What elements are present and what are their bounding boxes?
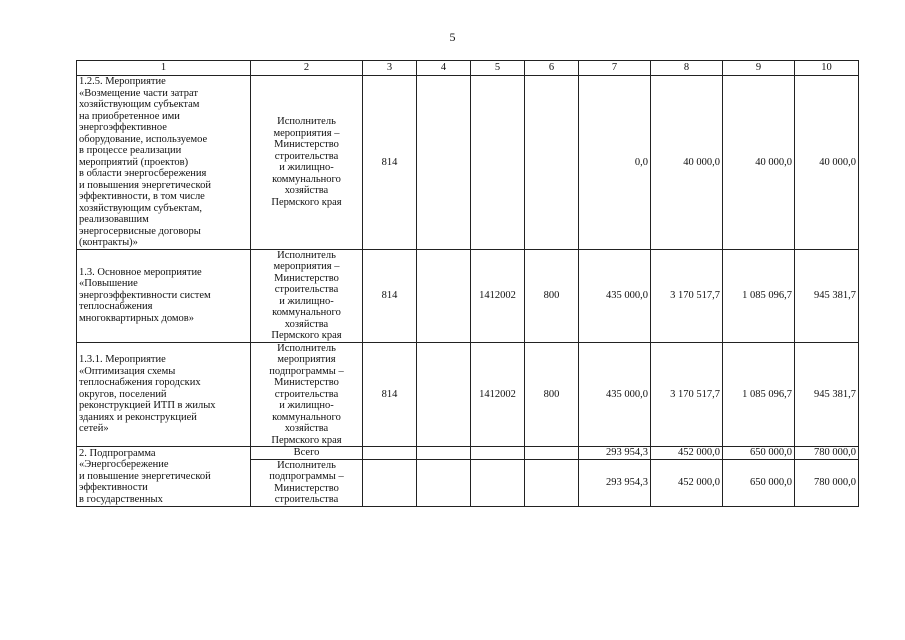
table-header: [77, 61, 859, 76]
executor-cell: Исполнитель мероприятия подпрограммы – Министерство строительства и жилищно- коммунального хозяйства Пермского края: [251, 342, 363, 447]
activity-name: 1.3. Основное мероприятие «Повышение энергоэффективности систем теплоснабжения многоквартирных домов»: [77, 249, 251, 342]
amount-cell: 945 381,7: [795, 249, 859, 342]
expense-type-cell: [525, 76, 579, 250]
target-code-cell: [471, 76, 525, 250]
table-row: [77, 342, 859, 447]
empty-cell: [471, 447, 525, 460]
table-row: [77, 249, 859, 342]
activity-name: 1.3.1. Мероприятие «Оптимизация схемы теплоснабжения городских округов, поселений реконструкцией ИТП в жилых зданиях и реконструкцией сетей»: [77, 342, 251, 447]
amount-cell: 435 000,0: [579, 249, 651, 342]
amount-cell: 0,0: [579, 76, 651, 250]
executor-cell: Исполнитель мероприятия – Министерство строительства и жилищно- коммунального хозяйства Пермского края: [251, 249, 363, 342]
header-row: [77, 61, 859, 76]
amount-cell: 435 000,0: [579, 342, 651, 447]
admin-code-cell: 814: [363, 249, 417, 342]
amount-cell: 780 000,0: [795, 459, 859, 506]
empty-cell: [363, 459, 417, 506]
admin-code-cell: 814: [363, 342, 417, 447]
target-code-cell: 1412002: [471, 249, 525, 342]
amount-cell: 40 000,0: [795, 76, 859, 250]
table-row-total: [77, 447, 859, 460]
amount-cell: 3 170 517,7: [651, 342, 723, 447]
column-header: 1: [77, 61, 251, 76]
expense-type-cell: 800: [525, 249, 579, 342]
section-code-cell: [417, 342, 471, 447]
amount-cell: 452 000,0: [651, 447, 723, 460]
activity-name: 1.2.5. Мероприятие «Возмещение части затрат хозяйствующим субъектам на приобретенное ими энергоэффективное оборудование, используемое в процессе реализации мероприятий (проектов) в области энергосбережения и повышения энергетической эффективности, в том числе хозяйствующим субъектам, реализовавшим энергосервисные договоры (контракты)»: [77, 76, 251, 250]
subprogram-name: 2. Подпрограмма «Энергосбережение и повышение энергетической эффективности в государственных: [77, 447, 251, 507]
amount-cell: 1 085 096,7: [723, 249, 795, 342]
empty-cell: [525, 447, 579, 460]
amount-cell: 650 000,0: [723, 447, 795, 460]
amount-cell: 40 000,0: [723, 76, 795, 250]
amount-cell: 3 170 517,7: [651, 249, 723, 342]
target-code-cell: 1412002: [471, 342, 525, 447]
column-header: 5: [471, 61, 525, 76]
column-header: 6: [525, 61, 579, 76]
empty-cell: [525, 459, 579, 506]
amount-cell: 1 085 096,7: [723, 342, 795, 447]
amount-cell: 945 381,7: [795, 342, 859, 447]
executor-cell: Исполнитель подпрограммы – Министерство строительства: [251, 459, 363, 506]
amount-cell: 780 000,0: [795, 447, 859, 460]
column-header: 4: [417, 61, 471, 76]
admin-code-cell: 814: [363, 76, 417, 250]
column-header: 3: [363, 61, 417, 76]
column-header: 2: [251, 61, 363, 76]
amount-cell: 293 954,3: [579, 447, 651, 460]
amount-cell: 40 000,0: [651, 76, 723, 250]
column-header: 10: [795, 61, 859, 76]
page-number: 5: [449, 30, 456, 44]
amount-cell: 293 954,3: [579, 459, 651, 506]
amount-cell: 650 000,0: [723, 459, 795, 506]
section-code-cell: [417, 76, 471, 250]
expense-type-cell: 800: [525, 342, 579, 447]
table-row: [77, 76, 859, 250]
empty-cell: [363, 447, 417, 460]
column-header: 8: [651, 61, 723, 76]
column-header: 7: [579, 61, 651, 76]
empty-cell: [471, 459, 525, 506]
amount-cell: 452 000,0: [651, 459, 723, 506]
executor-cell: Исполнитель мероприятия – Министерство строительства и жилищно- коммунального хозяйства Пермского края: [251, 76, 363, 250]
empty-cell: [417, 459, 471, 506]
section-code-cell: [417, 249, 471, 342]
total-label: Всего: [251, 447, 363, 460]
empty-cell: [417, 447, 471, 460]
budget-table: [76, 60, 859, 507]
column-header: 9: [723, 61, 795, 76]
